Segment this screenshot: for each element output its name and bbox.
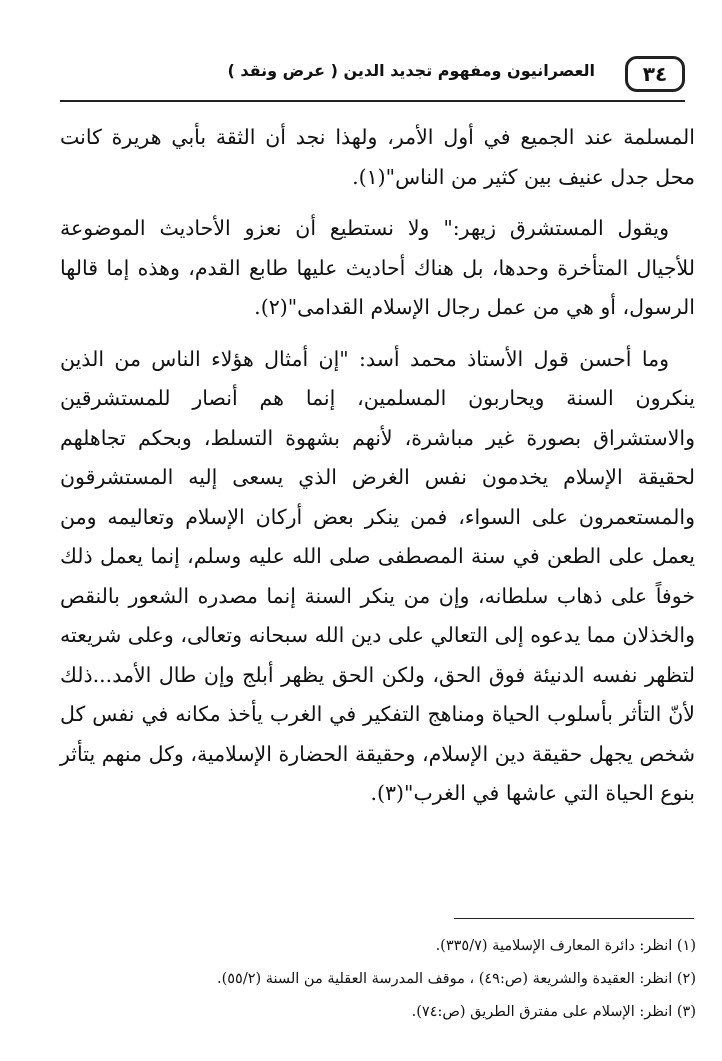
page-header [60,52,685,102]
paragraph: المسلمة عند الجميع في أول الأمر، ولهذا نجد أن الثقة بأبي هريرة كانت محل جدل عنيف بين كثير من الناس"(١). [60,125,695,189]
footnote-divider [454,918,694,919]
footnote-2: (٢) انظر: العقيدة والشريعة (ص:٤٩) ، موقف المدرسة العقلية من السنة (٥٥/٢). [216,971,696,987]
paragraph: ويقول المستشرق زيهر:" ولا نستطيع أن نعزو الأحاديث الموضوعة للأجيال المتأخرة وحدها، بل هناك أحاديث عليها طابع القدم، وهذه إما قالها الرسول، أو هي من عمل رجال الإسلام القدامى"(٢). [60,216,695,319]
paragraph: وما أحسن قول الأستاذ محمد أسد: "إن أمثال هؤلاء الناس من الذين ينكرون السنة ويحاربون المسلمين، إنما هم أنصار للمستشرقين والاستشراق بصورة غير مباشرة، لأنهم بشهوة التسلط، وبحكم تجاهلهم لحقيقة الإسلام يخدمون نفس الغرض الذي يسعى إليه المستشرقون والمستعمرون على السواء، فمن ينكر بعض أركان الإسلام وتعاليمه ومن يعمل على الطعن في سنة المصطفى صلى الله عليه وسلم، إنما يعمل ذلك خوفاً على ذهاب سلطانه، وإن من ينكر السنة إنما مصدره الشعور بالنقص والخذلان مما يدعوه إلى التعالي على دين الله سبحانه وتعالى، وعلى شريعته لتظهر نفسه الدنيئة فوق الحق، ولكن الحق يظهر أبلج وإن طال الأمد...ذلك لأنّ التأثر بأسلوب الحياة ومناهج التفكير في الغرب يأخذ مكانه في نفس كل شخص يجهل حقيقة دين الإسلام، وحقيقة الحضارة الإسلامية، وكل منهم يتأثر بنوع الحياة التي عاشها في الغرب"(٣). [60,346,695,805]
footnotes [60,930,696,1029]
body-text [60,118,695,814]
running-title: العصرانيون ومفهوم تجديد الدين ( عرض ونقد ) [227,61,595,80]
footnote-1: (١) انظر: دائرة المعارف الإسلامية (٣٣٥/٧). [435,938,696,954]
footnote-3: (٣) انظر: الإسلام على مفترق الطريق (ص:٧٤). [411,1004,696,1020]
page-number: ٣٤ [625,56,685,92]
